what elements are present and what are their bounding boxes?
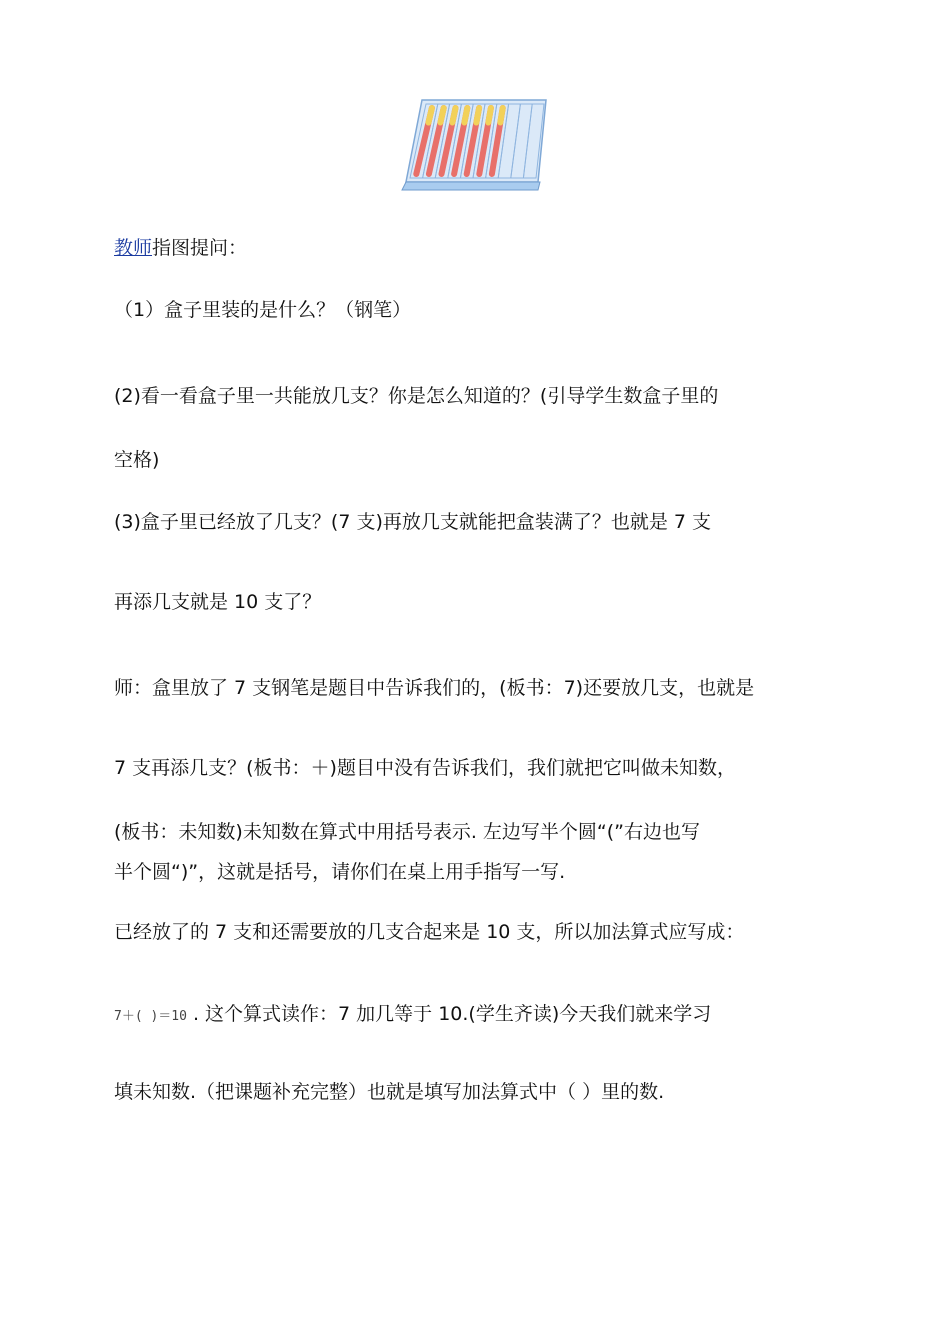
pen-cap: [428, 108, 431, 123]
teacher-line-3: (板书：未知数)未知数在算式中用括号表示. 左边写半个圆“(”右边也写: [114, 821, 701, 843]
closing-line: 填未知数.（把课题补充完整）也就是填写加法算式中（ ）里的数.: [114, 1081, 665, 1103]
pen-cap: [452, 108, 455, 123]
question-3-line-2: 再添几支就是 10 支了？: [114, 591, 322, 613]
question-2-line-2: 空格): [114, 449, 160, 471]
formula-reading: . 这个算式读作：7 加几等于 10.(学生齐读)今天我们就来学习: [192, 1003, 712, 1025]
pen-cap: [440, 108, 443, 123]
formula-line: [114, 1002, 854, 1029]
box-front: [402, 182, 540, 190]
pen-cap: [488, 108, 491, 123]
pen-cap: [500, 108, 502, 123]
pen-cap: [476, 108, 479, 123]
teacher-link[interactable]: 教师: [114, 237, 153, 259]
question-3-line-1: (3)盒子里已经放了几支？(7 支)再放几支就能把盒装满了？也就是 7 支: [114, 511, 712, 533]
formula-expression: 7＋( )＝10: [114, 1009, 187, 1024]
pen-cap: [464, 108, 467, 123]
sum-line: 已经放了的 7 支和还需要放的几支合起来是 10 支，所以加法算式应写成：: [114, 921, 745, 943]
intro-line: [114, 236, 854, 260]
intro-text: 指图提问：: [152, 237, 248, 259]
teacher-line-4: 半个圆“)”，这就是括号，请你们在桌上用手指写一写.: [114, 861, 566, 883]
question-2-line-1: (2)看一看盒子里一共能放几支？你是怎么知道的？(引导学生数盒子里的: [114, 385, 719, 407]
question-1: （1）盒子里装的是什么？（钢笔）: [114, 299, 412, 321]
teacher-line-2: 7 支再添几支？(板书：＋)题目中没有告诉我们，我们就把它叫做未知数，: [114, 757, 736, 779]
teacher-line-1: 师：盒里放了 7 支钢笔是题目中告诉我们的，(板书：7)还要放几支，也就是: [114, 677, 755, 699]
pen-box-icon: [400, 96, 548, 192]
